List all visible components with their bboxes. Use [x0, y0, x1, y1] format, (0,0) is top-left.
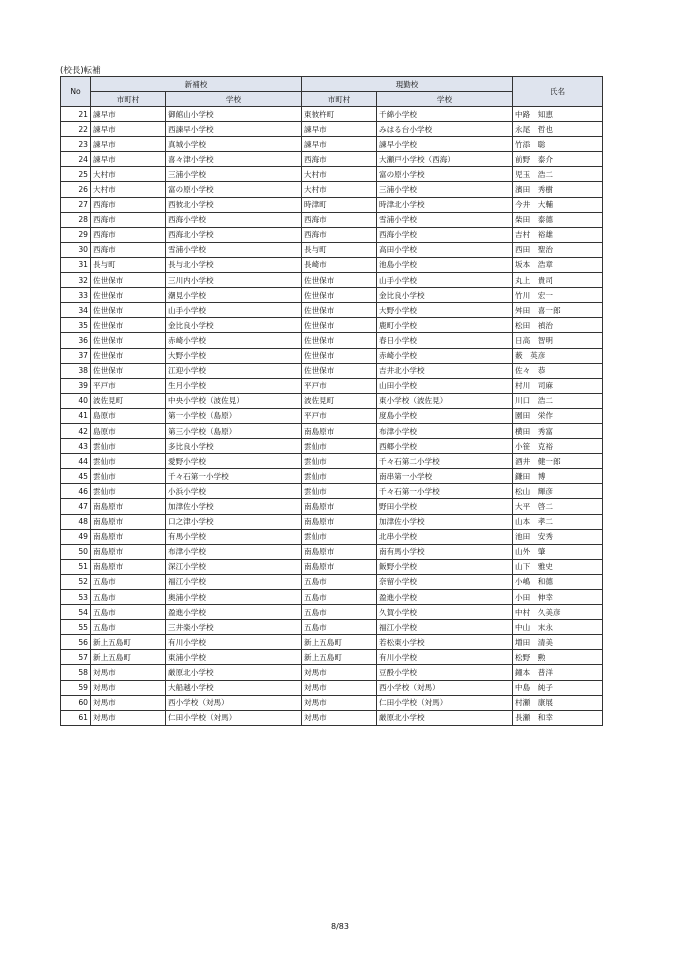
new-city-cell: 五島市 — [91, 590, 166, 605]
new-city-cell: 佐世保市 — [91, 333, 166, 348]
row-number: 37 — [61, 348, 91, 363]
table-row — [61, 665, 603, 680]
new-city-cell: 南島原市 — [91, 529, 166, 544]
current-city-cell: 南島原市 — [302, 544, 377, 559]
current-school-cell: 山手小学校 — [377, 273, 513, 288]
current-city-cell: 五島市 — [302, 574, 377, 589]
name-cell: 今井 大輔 — [513, 197, 603, 212]
current-city-cell: 佐世保市 — [302, 348, 377, 363]
new-school-cell: 盈進小学校 — [166, 605, 302, 620]
name-cell: 山本 孝二 — [513, 514, 603, 529]
current-school-cell: 野田小学校 — [377, 499, 513, 514]
transfer-table — [60, 76, 603, 726]
name-cell: 永尾 哲也 — [513, 122, 603, 137]
new-city-cell: 対馬市 — [91, 665, 166, 680]
current-school-cell: 奈留小学校 — [377, 574, 513, 589]
row-number: 27 — [61, 197, 91, 212]
current-city-cell: 佐世保市 — [302, 363, 377, 378]
row-number: 49 — [61, 529, 91, 544]
new-school-cell: 布津小学校 — [166, 544, 302, 559]
row-number: 28 — [61, 212, 91, 227]
name-cell: 丸上 貴司 — [513, 273, 603, 288]
table-row — [61, 635, 603, 650]
table-row — [61, 288, 603, 303]
table-row — [61, 393, 603, 408]
table-row — [61, 408, 603, 423]
table-row — [61, 439, 603, 454]
current-school-cell: 北串小学校 — [377, 529, 513, 544]
row-number: 47 — [61, 499, 91, 514]
new-school-cell: 有川小学校 — [166, 635, 302, 650]
name-cell: 鐘本 普洋 — [513, 665, 603, 680]
current-school-cell: 雪浦小学校 — [377, 212, 513, 227]
current-city-cell: 諫早市 — [302, 137, 377, 152]
table-row — [61, 107, 603, 122]
current-school-cell: 池島小学校 — [377, 257, 513, 272]
new-school-cell: 長与北小学校 — [166, 257, 302, 272]
new-city-cell: 新上五島町 — [91, 650, 166, 665]
row-number: 55 — [61, 620, 91, 635]
current-school-cell: 大野小学校 — [377, 303, 513, 318]
row-number: 33 — [61, 288, 91, 303]
current-city-cell: 雲仙市 — [302, 484, 377, 499]
row-number: 36 — [61, 333, 91, 348]
name-cell: 西田 聖治 — [513, 242, 603, 257]
row-number: 56 — [61, 635, 91, 650]
current-school-cell: 有川小学校 — [377, 650, 513, 665]
new-school-cell: 富の原小学校 — [166, 182, 302, 197]
current-school-cell: 福江小学校 — [377, 620, 513, 635]
new-school-cell: 赤崎小学校 — [166, 333, 302, 348]
name-cell: 中村 久美彦 — [513, 605, 603, 620]
new-school-cell: 西彼北小学校 — [166, 197, 302, 212]
current-city-cell: 南島原市 — [302, 514, 377, 529]
table-row — [61, 484, 603, 499]
row-number: 39 — [61, 378, 91, 393]
name-cell: 竹添 聡 — [513, 137, 603, 152]
current-city-cell: 西海市 — [302, 227, 377, 242]
col-header-current-school: 現勤校 — [302, 77, 513, 92]
new-school-cell: 三川内小学校 — [166, 273, 302, 288]
new-school-cell: 仁田小学校（対馬） — [166, 710, 302, 725]
name-cell: 川口 浩二 — [513, 393, 603, 408]
current-school-cell: 千々石第二小学校 — [377, 454, 513, 469]
new-school-cell: 金比良小学校 — [166, 318, 302, 333]
table-row — [61, 333, 603, 348]
current-school-cell: 千綿小学校 — [377, 107, 513, 122]
new-city-cell: 西海市 — [91, 212, 166, 227]
col-header-current-city: 市町村 — [302, 92, 377, 107]
table-row — [61, 529, 603, 544]
name-cell: 園田 栄作 — [513, 408, 603, 423]
table-row — [61, 650, 603, 665]
new-school-cell: 潮見小学校 — [166, 288, 302, 303]
new-school-cell: 口之津小学校 — [166, 514, 302, 529]
new-school-cell: 加津佐小学校 — [166, 499, 302, 514]
new-city-cell: 対馬市 — [91, 695, 166, 710]
row-number: 52 — [61, 574, 91, 589]
new-city-cell: 波佐見町 — [91, 393, 166, 408]
page-number: 8/83 — [331, 922, 349, 931]
table-row — [61, 137, 603, 152]
new-school-cell: 生月小学校 — [166, 378, 302, 393]
current-city-cell: 諫早市 — [302, 122, 377, 137]
current-city-cell: 雲仙市 — [302, 439, 377, 454]
new-city-cell: 雲仙市 — [91, 484, 166, 499]
current-city-cell: 雲仙市 — [302, 529, 377, 544]
name-cell: 小嶋 和德 — [513, 574, 603, 589]
current-city-cell: 佐世保市 — [302, 333, 377, 348]
new-city-cell: 諫早市 — [91, 122, 166, 137]
new-school-cell: 奥浦小学校 — [166, 590, 302, 605]
current-school-cell: 高田小学校 — [377, 242, 513, 257]
current-city-cell: 雲仙市 — [302, 469, 377, 484]
new-school-cell: 多比良小学校 — [166, 439, 302, 454]
new-school-cell: 御館山小学校 — [166, 107, 302, 122]
new-school-cell: 東浦小学校 — [166, 650, 302, 665]
table-row — [61, 348, 603, 363]
current-school-cell: 春日小学校 — [377, 333, 513, 348]
new-city-cell: 南島原市 — [91, 514, 166, 529]
name-cell: 小田 伸幸 — [513, 590, 603, 605]
name-cell: 濱田 秀樹 — [513, 182, 603, 197]
table-row — [61, 574, 603, 589]
new-school-cell: 山手小学校 — [166, 303, 302, 318]
new-school-cell: 千々石第一小学校 — [166, 469, 302, 484]
current-school-cell: 東小学校（波佐見） — [377, 393, 513, 408]
current-city-cell: 長崎市 — [302, 257, 377, 272]
current-city-cell: 五島市 — [302, 605, 377, 620]
row-number: 59 — [61, 680, 91, 695]
table-row — [61, 303, 603, 318]
new-school-cell: 第三小学校（島原） — [166, 423, 302, 438]
name-cell: 坂本 浩章 — [513, 257, 603, 272]
new-city-cell: 新上五島町 — [91, 635, 166, 650]
new-city-cell: 雲仙市 — [91, 469, 166, 484]
row-number: 51 — [61, 559, 91, 574]
name-cell: 日高 智明 — [513, 333, 603, 348]
name-cell: 山下 雅史 — [513, 559, 603, 574]
new-school-cell: 福江小学校 — [166, 574, 302, 589]
table-row — [61, 197, 603, 212]
row-number: 31 — [61, 257, 91, 272]
current-school-cell: 大瀬戸小学校（西海） — [377, 152, 513, 167]
current-school-cell: 盈進小学校 — [377, 590, 513, 605]
row-number: 45 — [61, 469, 91, 484]
table-row — [61, 590, 603, 605]
current-school-cell: 金比良小学校 — [377, 288, 513, 303]
name-cell: 大平 啓二 — [513, 499, 603, 514]
new-city-cell: 平戸市 — [91, 378, 166, 393]
current-school-cell: 諫早小学校 — [377, 137, 513, 152]
new-city-cell: 諫早市 — [91, 152, 166, 167]
current-city-cell: 西海市 — [302, 152, 377, 167]
new-city-cell: 西海市 — [91, 227, 166, 242]
new-city-cell: 諫早市 — [91, 137, 166, 152]
name-cell: 中山 末永 — [513, 620, 603, 635]
name-cell: 松野 勲 — [513, 650, 603, 665]
row-number: 58 — [61, 665, 91, 680]
row-number: 30 — [61, 242, 91, 257]
table-row — [61, 378, 603, 393]
new-school-cell: 三浦小学校 — [166, 167, 302, 182]
current-school-cell: 赤崎小学校 — [377, 348, 513, 363]
name-cell: 鎌田 博 — [513, 469, 603, 484]
new-city-cell: 佐世保市 — [91, 303, 166, 318]
new-city-cell: 五島市 — [91, 574, 166, 589]
table-row — [61, 680, 603, 695]
current-city-cell: 佐世保市 — [302, 318, 377, 333]
row-number: 25 — [61, 167, 91, 182]
new-school-cell: 愛野小学校 — [166, 454, 302, 469]
current-city-cell: 対馬市 — [302, 710, 377, 725]
current-city-cell: 大村市 — [302, 167, 377, 182]
current-school-cell: 吉井北小学校 — [377, 363, 513, 378]
new-city-cell: 西海市 — [91, 197, 166, 212]
new-city-cell: 大村市 — [91, 167, 166, 182]
name-cell: 池田 安秀 — [513, 529, 603, 544]
new-city-cell: 佐世保市 — [91, 363, 166, 378]
new-school-cell: 西小学校（対馬） — [166, 695, 302, 710]
table-row — [61, 363, 603, 378]
row-number: 35 — [61, 318, 91, 333]
name-cell: 松山 輝彦 — [513, 484, 603, 499]
row-number: 61 — [61, 710, 91, 725]
row-number: 57 — [61, 650, 91, 665]
name-cell: 中島 純子 — [513, 680, 603, 695]
col-header-name: 氏名 — [513, 77, 603, 107]
new-school-cell: 大野小学校 — [166, 348, 302, 363]
row-number: 41 — [61, 408, 91, 423]
new-school-cell: 小浜小学校 — [166, 484, 302, 499]
table-row — [61, 423, 603, 438]
name-cell: 薮 英彦 — [513, 348, 603, 363]
current-school-cell: 加津佐小学校 — [377, 514, 513, 529]
name-cell: 山外 肇 — [513, 544, 603, 559]
current-city-cell: 西海市 — [302, 212, 377, 227]
current-school-cell: 飯野小学校 — [377, 559, 513, 574]
row-number: 42 — [61, 423, 91, 438]
current-city-cell: 南島原市 — [302, 559, 377, 574]
new-city-cell: 諫早市 — [91, 107, 166, 122]
row-number: 53 — [61, 590, 91, 605]
current-city-cell: 佐世保市 — [302, 303, 377, 318]
new-school-cell: 厳原北小学校 — [166, 665, 302, 680]
row-number: 40 — [61, 393, 91, 408]
current-city-cell: 五島市 — [302, 620, 377, 635]
row-number: 24 — [61, 152, 91, 167]
current-school-cell: 鹿町小学校 — [377, 318, 513, 333]
current-city-cell: 対馬市 — [302, 680, 377, 695]
current-school-cell: 山田小学校 — [377, 378, 513, 393]
name-cell: 柴田 泰德 — [513, 212, 603, 227]
current-school-cell: 西海小学校 — [377, 227, 513, 242]
new-school-cell: 真城小学校 — [166, 137, 302, 152]
row-number: 29 — [61, 227, 91, 242]
table-row — [61, 559, 603, 574]
col-header-no: No — [61, 77, 91, 107]
current-school-cell: 西小学校（対馬） — [377, 680, 513, 695]
name-cell: 増田 清美 — [513, 635, 603, 650]
name-cell: 舛田 喜一郎 — [513, 303, 603, 318]
table-row — [61, 212, 603, 227]
new-school-cell: 江迎小学校 — [166, 363, 302, 378]
new-city-cell: 南島原市 — [91, 544, 166, 559]
current-city-cell: 新上五島町 — [302, 650, 377, 665]
table-caption: (校長)転補 — [60, 66, 101, 76]
current-city-cell: 長与町 — [302, 242, 377, 257]
row-number: 50 — [61, 544, 91, 559]
row-number: 26 — [61, 182, 91, 197]
current-school-cell: みはる台小学校 — [377, 122, 513, 137]
new-city-cell: 西海市 — [91, 242, 166, 257]
new-city-cell: 島原市 — [91, 423, 166, 438]
current-city-cell: 佐世保市 — [302, 288, 377, 303]
current-school-cell: 南串第一小学校 — [377, 469, 513, 484]
row-number: 34 — [61, 303, 91, 318]
current-school-cell: 布津小学校 — [377, 423, 513, 438]
current-city-cell: 雲仙市 — [302, 454, 377, 469]
name-cell: 村瀬 康展 — [513, 695, 603, 710]
table-row — [61, 544, 603, 559]
name-cell: 竹川 宏一 — [513, 288, 603, 303]
current-city-cell: 南島原市 — [302, 423, 377, 438]
row-number: 32 — [61, 273, 91, 288]
current-city-cell: 新上五島町 — [302, 635, 377, 650]
row-number: 22 — [61, 122, 91, 137]
row-number: 44 — [61, 454, 91, 469]
table-row — [61, 227, 603, 242]
table-row — [61, 182, 603, 197]
new-city-cell: 佐世保市 — [91, 318, 166, 333]
name-cell: 小笹 克裕 — [513, 439, 603, 454]
new-school-cell: 喜々津小学校 — [166, 152, 302, 167]
new-city-cell: 五島市 — [91, 605, 166, 620]
name-cell: 中路 知恵 — [513, 107, 603, 122]
table-row — [61, 167, 603, 182]
new-city-cell: 対馬市 — [91, 680, 166, 695]
name-cell: 前野 泰介 — [513, 152, 603, 167]
col-header-current-school-name: 学校 — [377, 92, 513, 107]
current-city-cell: 大村市 — [302, 182, 377, 197]
table-row — [61, 605, 603, 620]
new-school-cell: 第一小学校（島原） — [166, 408, 302, 423]
current-school-cell: 豆酘小学校 — [377, 665, 513, 680]
new-city-cell: 南島原市 — [91, 499, 166, 514]
current-city-cell: 波佐見町 — [302, 393, 377, 408]
new-city-cell: 佐世保市 — [91, 348, 166, 363]
current-city-cell: 対馬市 — [302, 665, 377, 680]
current-city-cell: 時津町 — [302, 197, 377, 212]
current-school-cell: 厳原北小学校 — [377, 710, 513, 725]
new-school-cell: 深江小学校 — [166, 559, 302, 574]
new-school-cell: 雪浦小学校 — [166, 242, 302, 257]
row-number: 21 — [61, 107, 91, 122]
name-cell: 横田 秀富 — [513, 423, 603, 438]
name-cell: 村川 司麻 — [513, 378, 603, 393]
table-row — [61, 257, 603, 272]
current-city-cell: 五島市 — [302, 590, 377, 605]
table-body — [61, 107, 603, 726]
row-number: 43 — [61, 439, 91, 454]
name-cell: 長瀬 和幸 — [513, 710, 603, 725]
row-number: 54 — [61, 605, 91, 620]
row-number: 38 — [61, 363, 91, 378]
new-school-cell: 大船越小学校 — [166, 680, 302, 695]
new-city-cell: 大村市 — [91, 182, 166, 197]
table-row — [61, 152, 603, 167]
table-row — [61, 514, 603, 529]
table-row — [61, 318, 603, 333]
current-school-cell: 度島小学校 — [377, 408, 513, 423]
table-row — [61, 273, 603, 288]
new-city-cell: 島原市 — [91, 408, 166, 423]
row-number: 23 — [61, 137, 91, 152]
current-school-cell: 若松東小学校 — [377, 635, 513, 650]
new-city-cell: 長与町 — [91, 257, 166, 272]
current-city-cell: 佐世保市 — [302, 273, 377, 288]
col-header-new-city: 市町村 — [91, 92, 166, 107]
row-number: 46 — [61, 484, 91, 499]
table-row — [61, 695, 603, 710]
current-city-cell: 東彼杵町 — [302, 107, 377, 122]
current-city-cell: 対馬市 — [302, 695, 377, 710]
current-school-cell: 富の原小学校 — [377, 167, 513, 182]
new-city-cell: 対馬市 — [91, 710, 166, 725]
current-city-cell: 平戸市 — [302, 378, 377, 393]
new-city-cell: 佐世保市 — [91, 273, 166, 288]
table-row — [61, 620, 603, 635]
name-cell: 児玉 浩二 — [513, 167, 603, 182]
table-row — [61, 122, 603, 137]
name-cell: 佐々 恭 — [513, 363, 603, 378]
new-school-cell: 三井楽小学校 — [166, 620, 302, 635]
current-school-cell: 千々石第一小学校 — [377, 484, 513, 499]
col-header-new-school: 新補校 — [91, 77, 302, 92]
current-school-cell: 仁田小学校（対馬） — [377, 695, 513, 710]
table-row — [61, 469, 603, 484]
new-city-cell: 雲仙市 — [91, 439, 166, 454]
current-city-cell: 平戸市 — [302, 408, 377, 423]
col-header-new-school-name: 学校 — [166, 92, 302, 107]
name-cell: 松田 禎治 — [513, 318, 603, 333]
new-city-cell: 南島原市 — [91, 559, 166, 574]
table-row — [61, 499, 603, 514]
current-school-cell: 三浦小学校 — [377, 182, 513, 197]
current-school-cell: 西郷小学校 — [377, 439, 513, 454]
new-school-cell: 中央小学校（波佐見） — [166, 393, 302, 408]
current-city-cell: 南島原市 — [302, 499, 377, 514]
table-row — [61, 710, 603, 725]
name-cell: 吉村 裕雄 — [513, 227, 603, 242]
new-city-cell: 五島市 — [91, 620, 166, 635]
new-school-cell: 西諫早小学校 — [166, 122, 302, 137]
new-city-cell: 雲仙市 — [91, 454, 166, 469]
current-school-cell: 時津北小学校 — [377, 197, 513, 212]
new-school-cell: 西海小学校 — [166, 212, 302, 227]
new-school-cell: 西海北小学校 — [166, 227, 302, 242]
table-row — [61, 242, 603, 257]
new-city-cell: 佐世保市 — [91, 288, 166, 303]
new-school-cell: 有馬小学校 — [166, 529, 302, 544]
current-school-cell: 南有馬小学校 — [377, 544, 513, 559]
name-cell: 酒井 健一郎 — [513, 454, 603, 469]
current-school-cell: 久賀小学校 — [377, 605, 513, 620]
table-row — [61, 454, 603, 469]
row-number: 48 — [61, 514, 91, 529]
row-number: 60 — [61, 695, 91, 710]
